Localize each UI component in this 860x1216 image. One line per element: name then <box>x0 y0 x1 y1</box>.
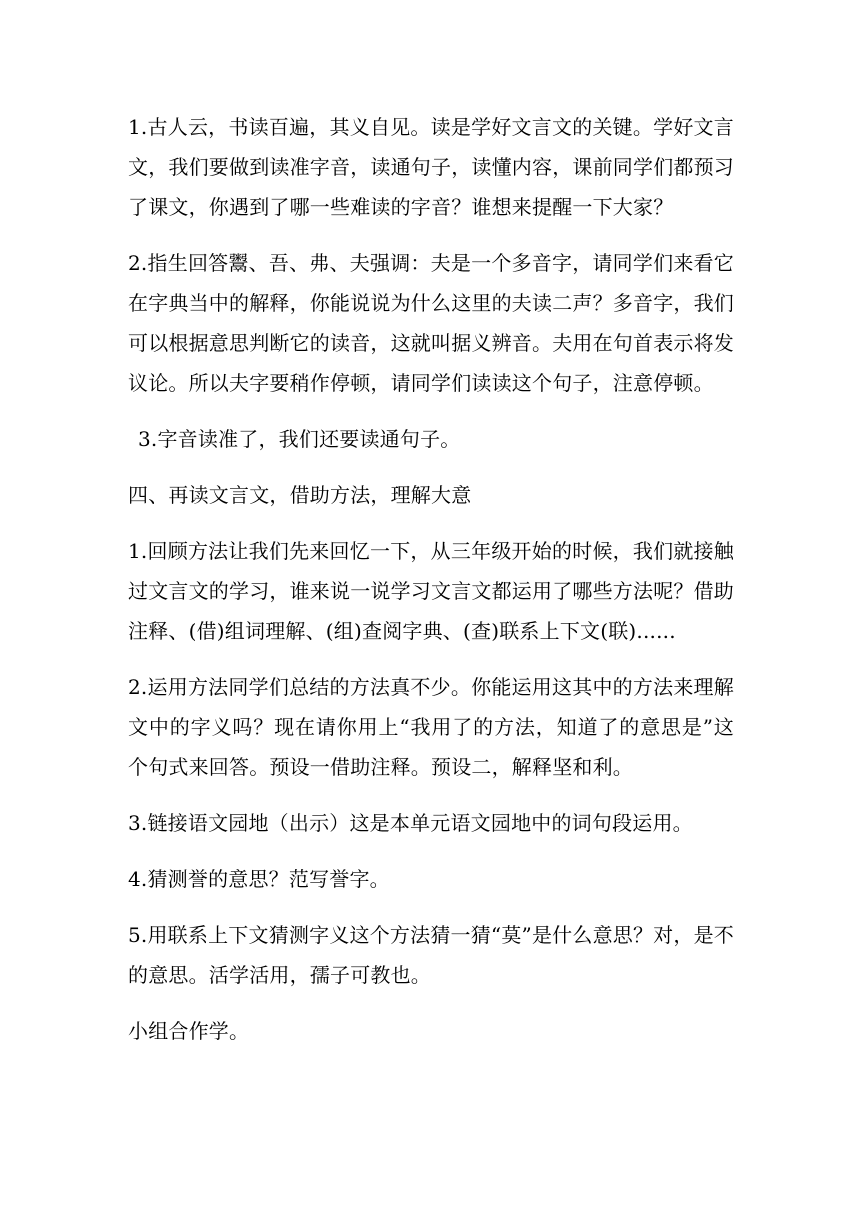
paragraph-3: 3.字音读准了，我们还要读通句子。 <box>138 427 461 451</box>
paragraph-1: 1.古人云，书读百遍，其义自见。读是学好文言文的关键。学好文言文，我们要做到读准字音，读通句子，读懂内容，课前同学们都预习了课文，你遇到了哪一些难读的字音？谁想来提醒一下大家？ <box>128 115 734 219</box>
paragraph-7: 4.猜测誉的意思？范写誉字。 <box>128 867 390 891</box>
paragraph-6: 3.链接语文园地（出示）这是本单元语文园地中的词句段运用。 <box>128 811 693 835</box>
paragraph-5: 2.运用方法同学们总结的方法真不少。你能运用这其中的方法来理解文中的字义吗？现在请你用上“我用了的方法，知道了的意思是”这个句式来回答。预设一借助注释。预设二，解释坚和利。 <box>128 675 734 779</box>
paragraph-8: 5.用联系上下文猜测字义这个方法猜一猜“莫”是什么意思？对，是不的意思。活学活用，孺子可教也。 <box>128 923 734 987</box>
paragraph-4: 1.回顾方法让我们先来回忆一下，从三年级开始的时候，我们就接触过文言文的学习，谁来说一说学习文言文都运用了哪些方法呢？借助注释、(借)组词理解、(组)查阅字典、(查)联系上下文(联)...... <box>128 539 734 643</box>
section-heading: 四、再读文言文，借助方法，理解大意 <box>128 483 472 507</box>
paragraph-9: 小组合作学。 <box>128 1019 250 1043</box>
document-page <box>128 107 734 1051</box>
paragraph-2: 2.指生回答鬻、吾、弗、夫强调：夫是一个多音字，请同学们来看它在字典当中的解释，你能说说为什么这里的夫读二声？多音字，我们可以根据意思判断它的读音，这就叫据义辨音。夫用在句首表示将发议论。所以夫字要稍作停顿，请同学们读读这个句子，注意停顿。 <box>128 251 734 395</box>
